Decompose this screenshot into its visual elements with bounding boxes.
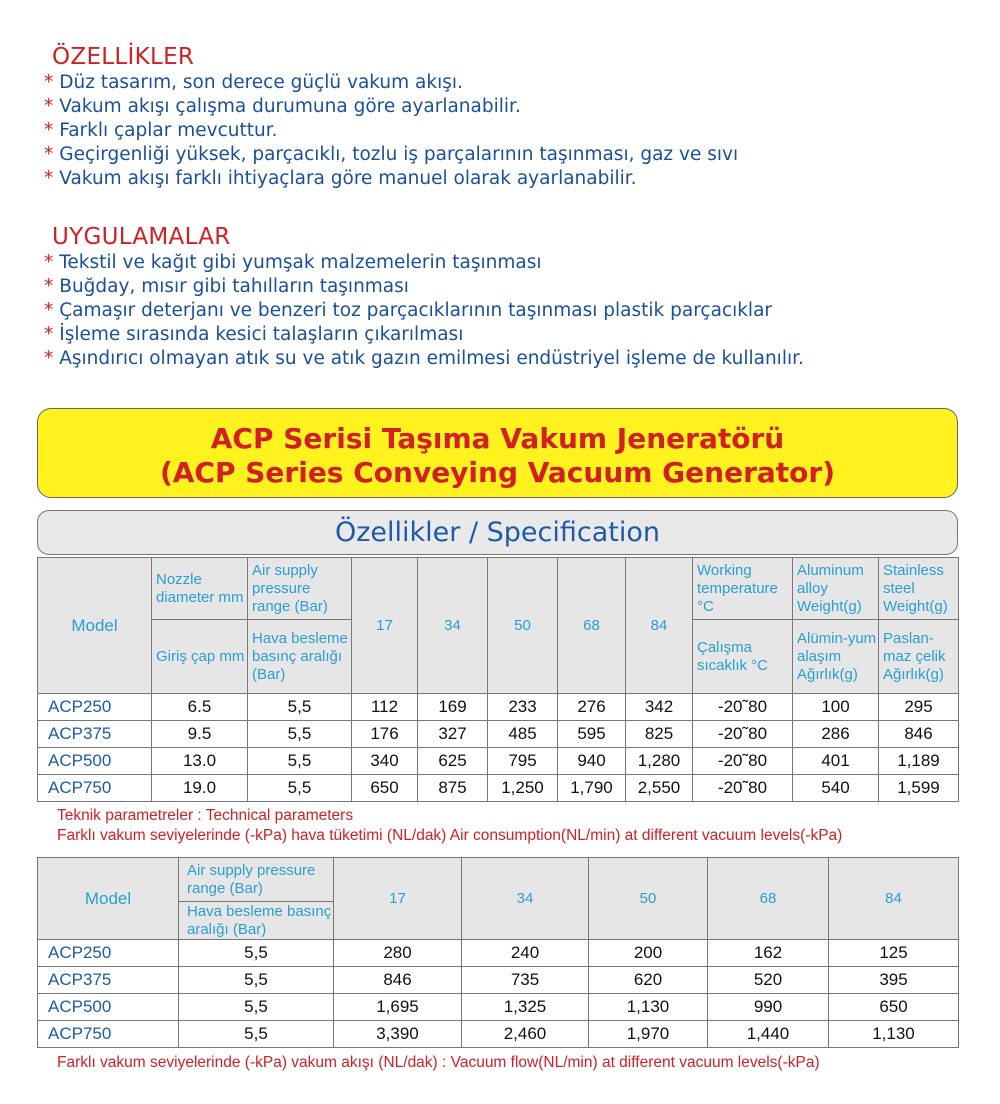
list-item: * Farklı çaplar mevcuttur. [44,120,278,141]
table-cell: 401 [793,748,879,775]
table-cell: 1,280 [626,748,693,775]
list-item: * İşleme sırasında kesici talaşların çıkarılması [44,324,464,345]
product-banner [37,408,958,498]
header-level: 68 [708,858,829,940]
table-cell: 19.0 [152,775,248,802]
specification-table [37,557,959,802]
table-cell: 825 [626,721,693,748]
table-row [38,967,959,994]
table-cell: 9.5 [152,721,248,748]
header-nozzle-tr: Giriş çap mm [152,620,248,694]
header-temp-tr: Çalışma sıcaklık °C [693,620,793,694]
banner-title-en: (ACP Series Conveying Vacuum Generator) [159,456,836,489]
model-cell: ACP250 [38,694,152,721]
table-cell: -20˜80 [693,721,793,748]
table-cell: 240 [462,940,589,967]
table-cell: 1,695 [334,994,462,1021]
table-cell: 1,599 [879,775,959,802]
table-cell: 2,460 [462,1021,589,1048]
table-cell: 1,250 [488,775,558,802]
list-item: * Geçirgenliği yüksek, parçacıklı, tozlu iş parçalarının taşınması, gaz ve sıvı [44,144,739,165]
model-cell: ACP500 [38,994,179,1021]
header-level: 34 [462,858,589,940]
header-steel-tr: Paslan-maz çelik Ağırlık(g) [879,620,959,694]
table-cell: 6.5 [152,694,248,721]
table-row [38,775,959,802]
list-item: * Tekstil ve kağıt gibi yumşak malzemelerin taşınması [44,252,542,273]
table-cell: 5,5 [248,721,352,748]
table-cell: 1,970 [589,1021,708,1048]
table-cell: 162 [708,940,829,967]
header-air-tr: Hava besleme basınç aralığı (Bar) [179,902,334,940]
table-cell: 112 [352,694,418,721]
table-cell: 5,5 [248,775,352,802]
header-level: 68 [558,558,626,694]
table-cell: 3,390 [334,1021,462,1048]
header-alu-en: Aluminum alloy Weight(g) [793,558,879,620]
table-cell: 1,189 [879,748,959,775]
header-level: 17 [334,858,462,940]
table-cell: 5,5 [179,940,334,967]
table-cell: 625 [418,748,488,775]
table-cell: 100 [793,694,879,721]
header-air-en: Air supply pressure range (Bar) [248,558,352,620]
table-cell: 1,130 [589,994,708,1021]
table-cell: 233 [488,694,558,721]
header-air-tr: Hava besleme basınç aralığı (Bar) [248,620,352,694]
table-cell: 5,5 [248,694,352,721]
header-steel-en: Stainless steel Weight(g) [879,558,959,620]
table-cell: 875 [418,775,488,802]
table-row [38,1021,959,1048]
table-cell: 650 [352,775,418,802]
table-cell: 846 [334,967,462,994]
table-cell: 520 [708,967,829,994]
model-cell: ACP375 [38,721,152,748]
table-cell: 169 [418,694,488,721]
table-cell: 650 [829,994,959,1021]
table-cell: 276 [558,694,626,721]
applications-list [44,251,804,371]
header-alu-tr: Alümin-yum alaşım Ağırlık(g) [793,620,879,694]
table-cell: 540 [793,775,879,802]
table-cell: 485 [488,721,558,748]
table-cell: 5,5 [179,1021,334,1048]
table-cell: 340 [352,748,418,775]
table-row [38,694,959,721]
table-cell: 795 [488,748,558,775]
table-cell: 620 [589,967,708,994]
table-cell: 5,5 [248,748,352,775]
table-cell: 1,130 [829,1021,959,1048]
table-cell: 940 [558,748,626,775]
vacuum-flow-table-body [38,940,959,1048]
table-cell: 1,440 [708,1021,829,1048]
table-row [38,721,959,748]
header-level: 50 [488,558,558,694]
table-cell: 1,790 [558,775,626,802]
table-cell: 200 [589,940,708,967]
list-item: * Düz tasarım, son derece güçlü vakum akışı. [44,72,463,93]
table-cell: -20˜80 [693,694,793,721]
list-item: * Çamaşır deterjanı ve benzeri toz parçacıklarının taşınması plastik parçacıklar [44,300,773,321]
model-cell: ACP500 [38,748,152,775]
header-level: 34 [418,558,488,694]
table-cell: 176 [352,721,418,748]
table-cell: 395 [829,967,959,994]
table-row [38,748,959,775]
header-model: Model [38,558,152,694]
header-model: Model [38,858,179,940]
header-temp-en: Working temperature °C [693,558,793,620]
model-cell: ACP750 [38,775,152,802]
header-level: 17 [352,558,418,694]
table-cell: 846 [879,721,959,748]
specification-table-body [38,694,959,802]
specification-heading: Özellikler / Specification [37,510,958,555]
table-cell: 990 [708,994,829,1021]
list-item: * Vakum akışı çalışma durumuna göre ayarlanabilir. [44,96,521,117]
header-nozzle-en: Nozzle diameter mm [152,558,248,620]
table-row [38,994,959,1021]
table-cell: 342 [626,694,693,721]
banner-title-tr: ACP Serisi Taşıma Vakum Jeneratörü [210,422,785,455]
table-cell: 5,5 [179,994,334,1021]
list-item: * Buğday, mısır gibi tahılların taşınması [44,276,409,297]
header-air-en: Air supply pressure range (Bar) [179,858,334,902]
table-cell: 5,5 [179,967,334,994]
applications-title: UYGULAMALAR [52,224,231,250]
table-cell: 295 [879,694,959,721]
list-item: * Vakum akışı farklı ihtiyaçlara göre manuel olarak ayarlanabilir. [44,168,637,189]
table-cell: 2,550 [626,775,693,802]
table-cell: 280 [334,940,462,967]
model-cell: ACP750 [38,1021,179,1048]
table-cell: 327 [418,721,488,748]
vacuum-flow-table [37,857,959,1048]
features-title: ÖZELLİKLER [52,44,195,70]
model-cell: ACP375 [38,967,179,994]
table-cell: -20˜80 [693,748,793,775]
header-level: 84 [626,558,693,694]
table-cell: 595 [558,721,626,748]
model-cell: ACP250 [38,940,179,967]
table-cell: 125 [829,940,959,967]
table-cell: 13.0 [152,748,248,775]
table-cell: 286 [793,721,879,748]
table-cell: 735 [462,967,589,994]
list-item: * Aşındırıcı olmayan atık su ve atık gazın emilmesi endüstriyel işleme de kullanılır. [44,348,804,369]
features-list [44,71,738,191]
vacuum-flow-note: Farklı vakum seviyelerinde (-kPa) vakum akışı (NL/dak) : Vacuum flow(NL/min) at different vacuum levels(-kPa) [57,1054,820,1071]
table-cell: 1,325 [462,994,589,1021]
header-level: 50 [589,858,708,940]
technical-params-note: Teknik parametreler : Technical parameters [57,807,354,824]
air-consumption-note: Farklı vakum seviyelerinde (-kPa) hava tüketimi (NL/dak) Air consumption(NL/min) at different vacuum levels(-kPa) [57,827,843,844]
header-level: 84 [829,858,959,940]
table-row [38,940,959,967]
table-cell: -20˜80 [693,775,793,802]
